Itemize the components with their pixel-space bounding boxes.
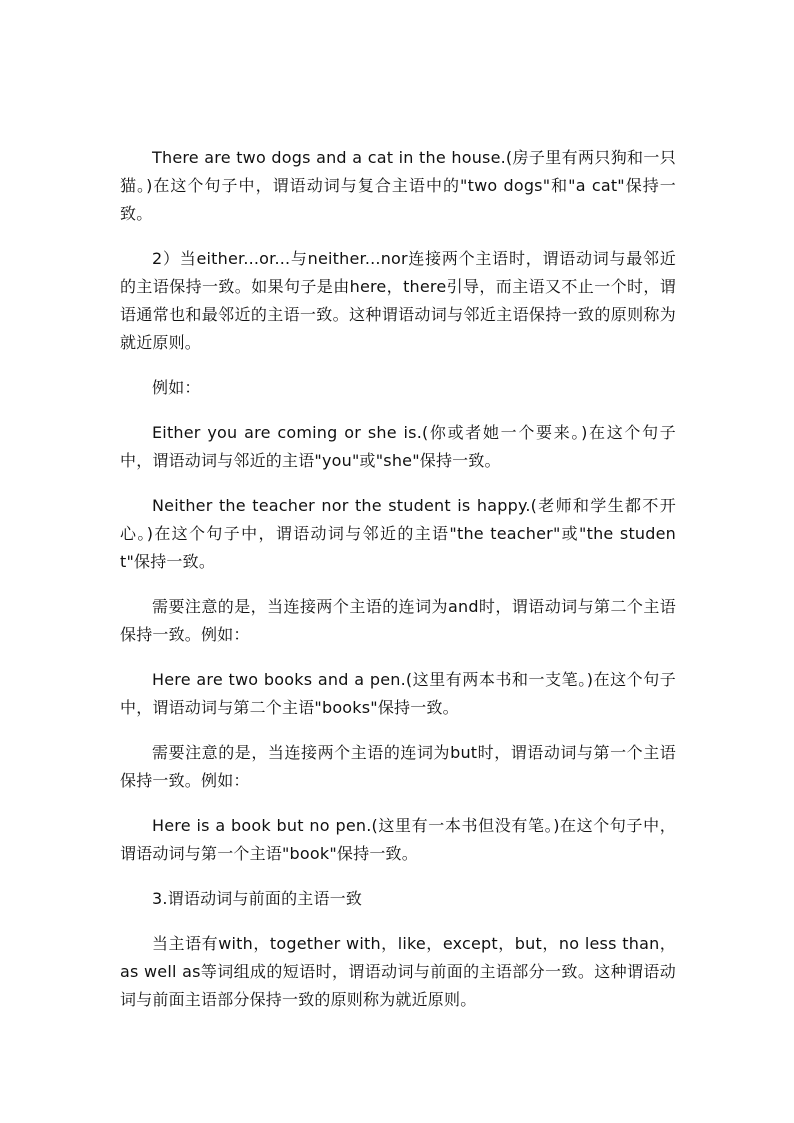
paragraph-example-dogs-cat: There are two dogs and a cat in the house.(房子里有两只狗和一只猫。)在这个句子中，谓语动词与复合主语中的"two dogs"和"a cat"保持一致。 (120, 148, 676, 223)
document-body (120, 144, 676, 1014)
paragraph-example-neither-nor: Neither the teacher nor the student is happy.(老师和学生都不开心。)在这个句子中，谓语动词与邻近的主语"the teacher"或"the student"保持一致。 (120, 496, 676, 571)
paragraph-example-books-pen: Here are two books and a pen.(这里有两本书和一支笔。)在这个句子中，谓语动词与第二个主语"books"保持一致。 (120, 670, 676, 717)
section-heading-3: 3.谓语动词与前面的主语一致 (152, 889, 363, 908)
paragraph-note-but: 需要注意的是，当连接两个主语的连词为but时，谓语动词与第一个主语保持一致。例如： (120, 743, 676, 790)
paragraph-rule-either-neither: 2）当either...or...与neither...nor连接两个主语时，谓语动词与最邻近的主语保持一致。如果句子是由here，there引导，而主语又不止一个时，谓语通常也和最邻近的主语一致。这种谓语动词与邻近主语保持一致的原则称为就近原则。 (120, 249, 676, 352)
paragraph-note-and: 需要注意的是，当连接两个主语的连词为and时，谓语动词与第二个主语保持一致。例如： (120, 597, 676, 644)
paragraph-for-example-label: 例如： (152, 378, 201, 397)
paragraph-example-book-no-pen: Here is a book but no pen.(这里有一本书但没有笔。)在这个句子中，谓语动词与第一个主语"book"保持一致。 (120, 816, 676, 863)
paragraph-example-either-or: Either you are coming or she is.(你或者她一个要来。)在这个句子中，谓语动词与邻近的主语"you"或"she"保持一致。 (120, 423, 676, 470)
paragraph-rule-preceding-subject: 当主语有with，together with，like，except，but，no less than，as well as等词组成的短语时，谓语动词与前面的主语部分一致。这种谓语动词与前面主语部分保持一致的原则称为就近原则。 (120, 934, 676, 1009)
